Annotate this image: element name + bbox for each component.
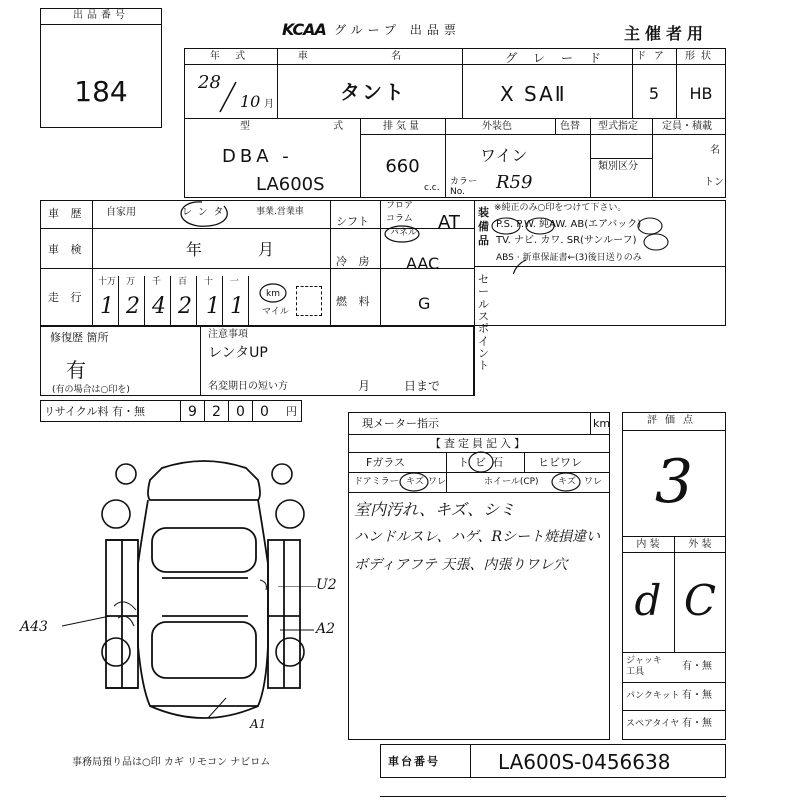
lot-number-label: 出品番号 (73, 10, 129, 21)
mileage-unit-10: 十 (204, 277, 214, 287)
inspector-note-2: ハンドルスレ、ハゲ、Rシート焼損違い (354, 529, 601, 545)
equipment-label: 装備品 (478, 206, 489, 247)
mileage-digit-0: 1 (100, 294, 114, 319)
history-business: 事業.営業車 (256, 207, 304, 217)
glass-chip: トビ石 (458, 456, 509, 469)
ac-value: AAC (406, 254, 440, 273)
car-name-label: 車 名 (297, 51, 442, 62)
grade-label: グレード (505, 51, 618, 65)
inspector-note-3: ボディアフテ 天張、内張りワレ穴 (354, 557, 568, 573)
damage-note-u2: U2 (316, 577, 337, 593)
capacity-unit-person: 名 (710, 145, 720, 156)
history-rental: レンタ (182, 207, 230, 218)
mileage-digit-2: 4 (152, 294, 166, 319)
mileage-unit-mile: マイル (262, 307, 289, 317)
mileage-label: 走 行 (48, 291, 86, 304)
inspection-year: 年 (186, 240, 203, 259)
rename-month: 月 (358, 379, 371, 393)
mileage-unit-1k: 千 (152, 277, 162, 287)
jack-label: ジャッキ工具 (626, 656, 662, 677)
model-prefix: DBA - (222, 146, 293, 167)
slash-mark (218, 80, 238, 114)
month-unit: 月 (264, 99, 274, 110)
recycle-unit: 円 (286, 405, 297, 418)
spare-tire-yes-no: 有・無 (682, 718, 712, 729)
shift-label: シフト (336, 215, 369, 228)
lot-number-box (40, 8, 162, 128)
equipment-line-2: TV. ナビ. カワ. SR(サンルーフ) (496, 235, 637, 246)
exterior-label: 外 装 (688, 539, 712, 550)
model-value: LA600S (256, 174, 325, 195)
mileage-unit-1: 一 (230, 277, 240, 287)
displacement-unit: c.c. (424, 183, 440, 193)
recycle-digit-1: 2 (212, 404, 221, 420)
mileage-unit-km: km (266, 289, 280, 299)
model-label: 型 式 (240, 121, 384, 132)
ac-label: 冷 房 (336, 255, 374, 268)
shift-option-floor: フロア (386, 201, 414, 211)
damage-note-a1: A1 (250, 717, 267, 731)
recycle-digit-3: 0 (260, 404, 269, 420)
chassis-number: LA600S-0456638 (498, 750, 671, 774)
displacement-label: 排気量 (383, 121, 422, 132)
shift-option-column: コラム (386, 214, 413, 224)
rental-circle-mark (168, 198, 238, 230)
damage-note-a43: A43 (20, 619, 48, 635)
caution-label: 注意事項 (208, 329, 248, 340)
panel-circle-mark (382, 224, 422, 244)
fuel-label: 燃 料 (336, 295, 374, 308)
chassis-label: 車台番号 (388, 755, 440, 768)
history-private: 自家用 (106, 207, 136, 218)
inspection-label: 車 検 (48, 243, 86, 256)
equipment-line-1: P.S. P.W. 純AW. AB(エアバック) (496, 219, 642, 230)
grade-value: X SAⅡ (500, 82, 567, 106)
equipment-note: ※純正のみ○印をつけて下さい。 (494, 203, 627, 213)
mirror-label: ドアミラー (354, 477, 399, 487)
mileage-digit-1: 2 (126, 294, 140, 319)
inspection-month: 月 (258, 240, 275, 259)
color-change-label: 色替 (560, 121, 580, 132)
color-no-label: カラーNo. (450, 177, 478, 197)
shift-option-panel: パネル (390, 228, 418, 238)
year-value: 28 (198, 72, 221, 93)
shape-label: 形状 (685, 51, 717, 62)
class-label: 類別区分 (598, 161, 638, 172)
form-title: グループ 出品票 (334, 23, 461, 37)
meter-label: 現メーター指示 (362, 417, 439, 430)
exterior-score: C (683, 576, 717, 625)
held-items-note: 事務局預り品は○印 カギ リモコン ナビロム (72, 757, 271, 768)
interior-label: 内 装 (636, 539, 660, 550)
mirror-crack: ワレ (428, 477, 447, 487)
recycle-digit-2: 0 (236, 404, 245, 420)
repair-value: 有 (66, 358, 86, 382)
year-label: 年 式 (209, 51, 252, 62)
rename-day: 日まで (404, 379, 441, 393)
wheel-crack: ワレ (584, 477, 603, 487)
repair-label: 修復歴 箇所 (50, 331, 109, 344)
model-designation-label: 型式指定 (598, 121, 638, 132)
glass-front: Fガラス (366, 456, 405, 469)
mileage-unit-100k: 十万 (98, 277, 117, 287)
lot-number: 184 (74, 75, 128, 108)
kcaa-logo: KCAA (282, 20, 326, 39)
interior-score: d (634, 576, 662, 625)
history-label: 車 歴 (48, 207, 86, 220)
mileage-unit-10k: 万 (126, 277, 136, 287)
puncture-kit-yes-no: 有・無 (682, 690, 712, 701)
glass-crack: ヒビワレ (538, 456, 582, 469)
mileage-check-box (296, 286, 322, 316)
caution-value: レンタUP (208, 345, 268, 361)
damage-note-a2: A2 (316, 621, 336, 637)
puncture-kit-label: パンクキット (626, 691, 680, 701)
km-circle-mark (258, 282, 288, 304)
exterior-color-label: 外装色 (482, 121, 512, 132)
sales-point-label: セールスポイント (478, 273, 489, 373)
annotation-leader-lines (60, 586, 360, 736)
meter-unit: km (593, 417, 611, 430)
fuel-value: G (418, 294, 431, 313)
equipment-line-3: ABS · 新車保証書←(3)後日送りのみ (496, 253, 642, 263)
wheel-label: ホイール(CP) (484, 477, 539, 487)
mileage-unit-100: 百 (178, 277, 188, 287)
shift-value: AT (438, 212, 460, 233)
mileage-digit-5: 1 (230, 294, 244, 319)
car-name-value: タント (340, 80, 406, 104)
mileage-digit-4: 1 (206, 294, 220, 319)
wheel-scratch: キズ (558, 477, 576, 487)
scratch-circle-marks (398, 470, 588, 494)
copy-label: 主催者用 (624, 24, 709, 43)
recycle-digit-0: 9 (188, 404, 197, 420)
door-value: 5 (648, 84, 660, 103)
capacity-unit-ton: トン (704, 177, 724, 188)
inspector-note-1: 室内汚れ、キズ、シミ (354, 500, 516, 519)
month-value: 10 (240, 92, 261, 111)
exterior-color-value: ワイン (480, 146, 528, 165)
color-no-value: R59 (496, 172, 533, 193)
score-label: 評価点 (647, 415, 701, 426)
displacement-value: 660 (385, 156, 420, 177)
shape-value: HB (689, 84, 713, 103)
repair-note: (有の場合は○印を) (52, 385, 130, 395)
jack-yes-no: 有・無 (682, 661, 712, 672)
rename-label: 名変期日の短い方 (208, 381, 288, 392)
door-label: ドア (636, 51, 672, 62)
score-value: 3 (654, 447, 694, 517)
inspector-title: 【査定員記入】 (430, 437, 528, 450)
spare-tire-label: スペアタイヤ (626, 719, 680, 729)
mirror-scratch: キズ (406, 477, 424, 487)
capacity-label: 定員・積載 (662, 121, 712, 132)
mileage-digit-3: 2 (178, 294, 192, 319)
equipment-circle-marks (490, 214, 720, 274)
recycle-label: リサイクル料 有・無 (44, 405, 145, 418)
